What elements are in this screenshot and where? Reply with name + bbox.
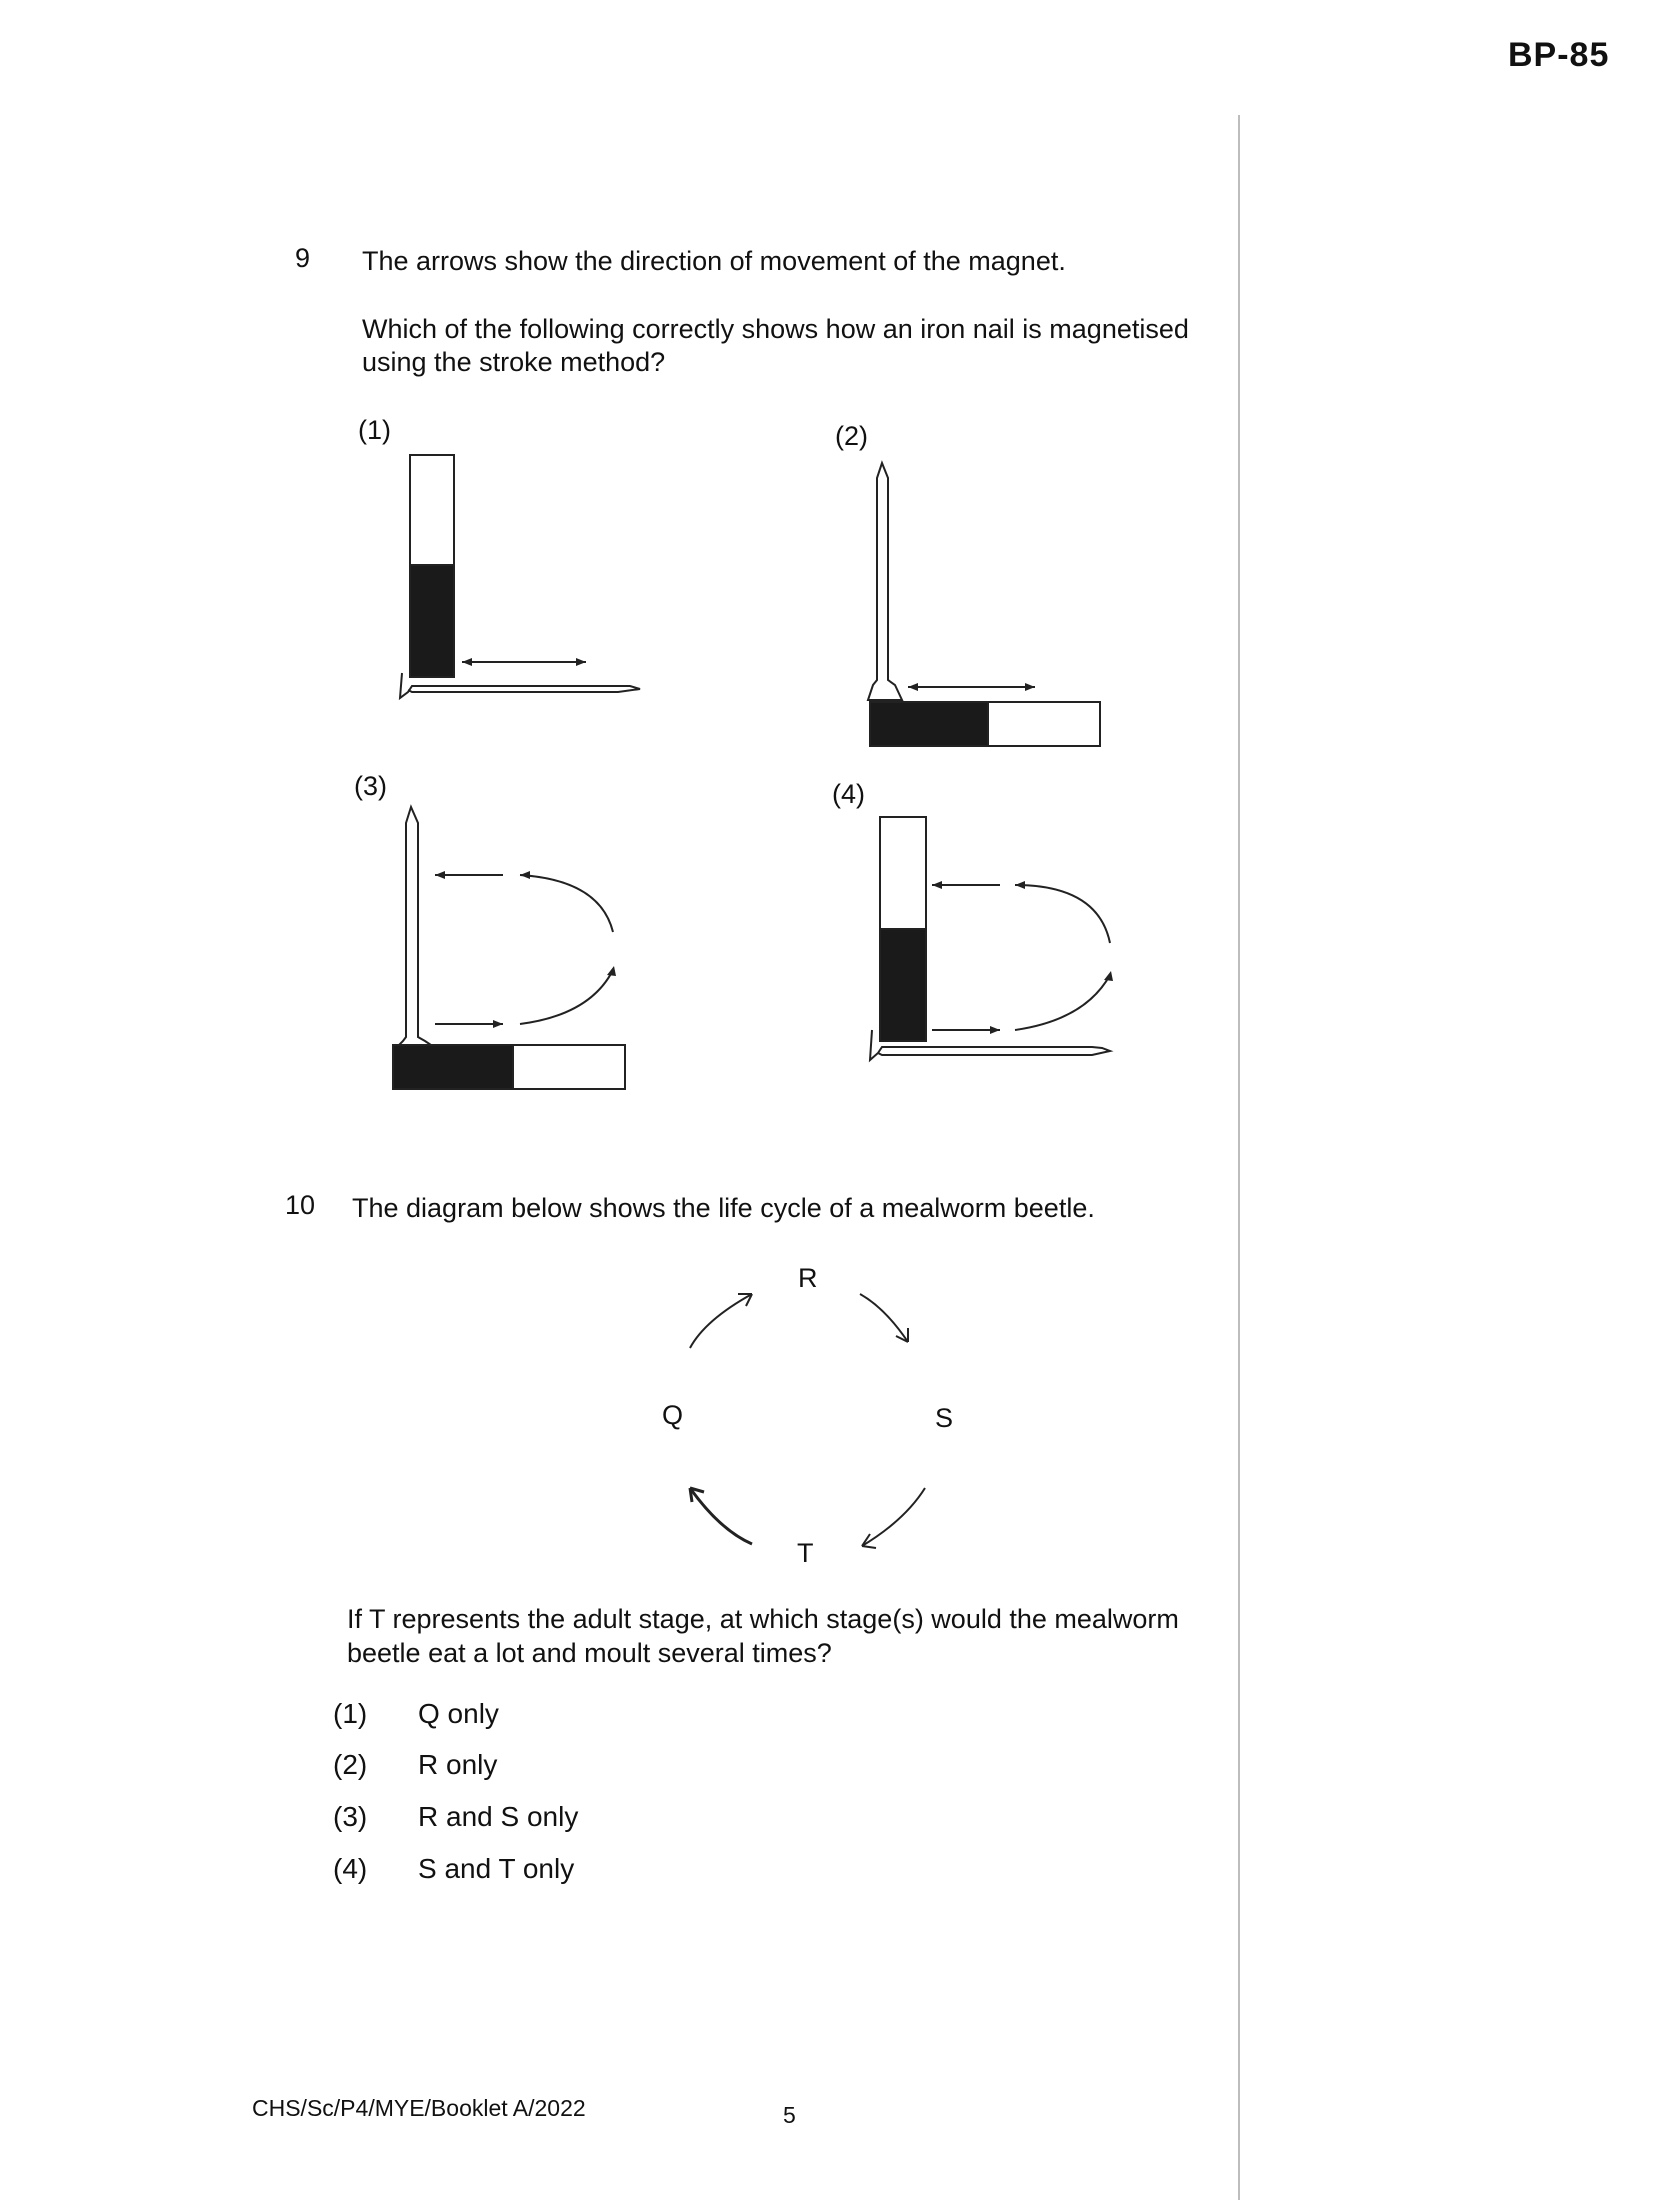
magnet-dark-pole: [393, 1045, 513, 1089]
arrow-r-to-s: [860, 1294, 908, 1342]
cycle-stage-t: T: [797, 1538, 814, 1568]
magnet-white-pole: [988, 702, 1100, 746]
option-1-text: Q only: [418, 1698, 499, 1729]
option-1-number: (1): [333, 1698, 368, 1729]
arrow-head: [435, 871, 445, 879]
question-9-line-3: using the stroke method?: [362, 347, 666, 377]
question-10-number: 10: [285, 1190, 316, 1220]
arrow-head-right: [576, 658, 586, 666]
option-1-label: (1): [358, 415, 391, 445]
margin-line: [1238, 115, 1240, 2200]
option-3-number: (3): [333, 1801, 368, 1832]
magnet-white-pole: [513, 1045, 625, 1089]
arrow-s-to-t: [862, 1488, 925, 1546]
magnet-dark-pole: [880, 929, 926, 1041]
question-9-number: 9: [295, 243, 311, 273]
cycle-stage-r: R: [798, 1263, 818, 1293]
option-4-label: (4): [832, 779, 865, 809]
life-cycle-arrows: [680, 1280, 940, 1570]
arrow-head: [1015, 881, 1025, 889]
magnet-dark-pole: [870, 702, 988, 746]
arrow-t-to-q: [690, 1488, 752, 1544]
magnet-diagram-2: [860, 460, 1110, 760]
arrow-head-left: [908, 683, 918, 691]
magnet-white-pole: [410, 455, 454, 565]
iron-nail: [868, 463, 902, 700]
option-4-number: (4): [333, 1853, 368, 1884]
question-10-prompt-line-2: beetle eat a lot and moult several times?: [347, 1638, 832, 1668]
arrow-q-to-r: [690, 1294, 752, 1348]
arrow-head: [1104, 971, 1113, 981]
option-3-text: R and S only: [418, 1801, 579, 1832]
page-code: BP-85: [1508, 36, 1610, 74]
arrow-head: [520, 871, 530, 879]
footer-page-number: 5: [783, 2102, 796, 2128]
cycle-stage-s: S: [935, 1403, 954, 1433]
curved-return-arrow-lower: [520, 970, 613, 1024]
arrow-head-right: [1025, 683, 1035, 691]
iron-nail: [399, 807, 431, 1045]
option-2-text: R only: [418, 1749, 498, 1780]
cycle-stage-q: Q: [662, 1400, 684, 1430]
question-10-line-1: The diagram below shows the life cycle of a mealworm beetle.: [352, 1193, 1095, 1223]
magnet-diagram-1: [390, 450, 630, 710]
curved-return-arrow-upper: [1015, 885, 1110, 943]
question-10-prompt-line-1: If T represents the adult stage, at which stage(s) would the mealworm: [347, 1604, 1179, 1634]
arrow-head: [493, 1020, 503, 1028]
option-3-label: (3): [354, 771, 387, 801]
curved-return-arrow-lower: [1015, 975, 1110, 1030]
arrow-head: [990, 1026, 1000, 1034]
option-4-text: S and T only: [418, 1853, 575, 1884]
option-2-number: (2): [333, 1749, 368, 1780]
arrow-head-left: [462, 658, 472, 666]
magnet-dark-pole: [410, 565, 454, 677]
arrow-head: [607, 966, 616, 976]
footer-booklet-code: CHS/Sc/P4/MYE/Booklet A/2022: [252, 2095, 586, 2121]
question-9-line-1: The arrows show the direction of movement of the magnet.: [362, 246, 1066, 276]
question-9-line-2: Which of the following correctly shows how an iron nail is magnetised: [362, 314, 1189, 344]
magnet-diagram-4: [860, 815, 1120, 1075]
arrow-head: [932, 881, 942, 889]
curved-return-arrow-upper: [520, 875, 613, 932]
magnet-white-pole: [880, 817, 926, 929]
magnet-diagram-3: [385, 805, 625, 1105]
option-2-label: (2): [835, 421, 868, 451]
